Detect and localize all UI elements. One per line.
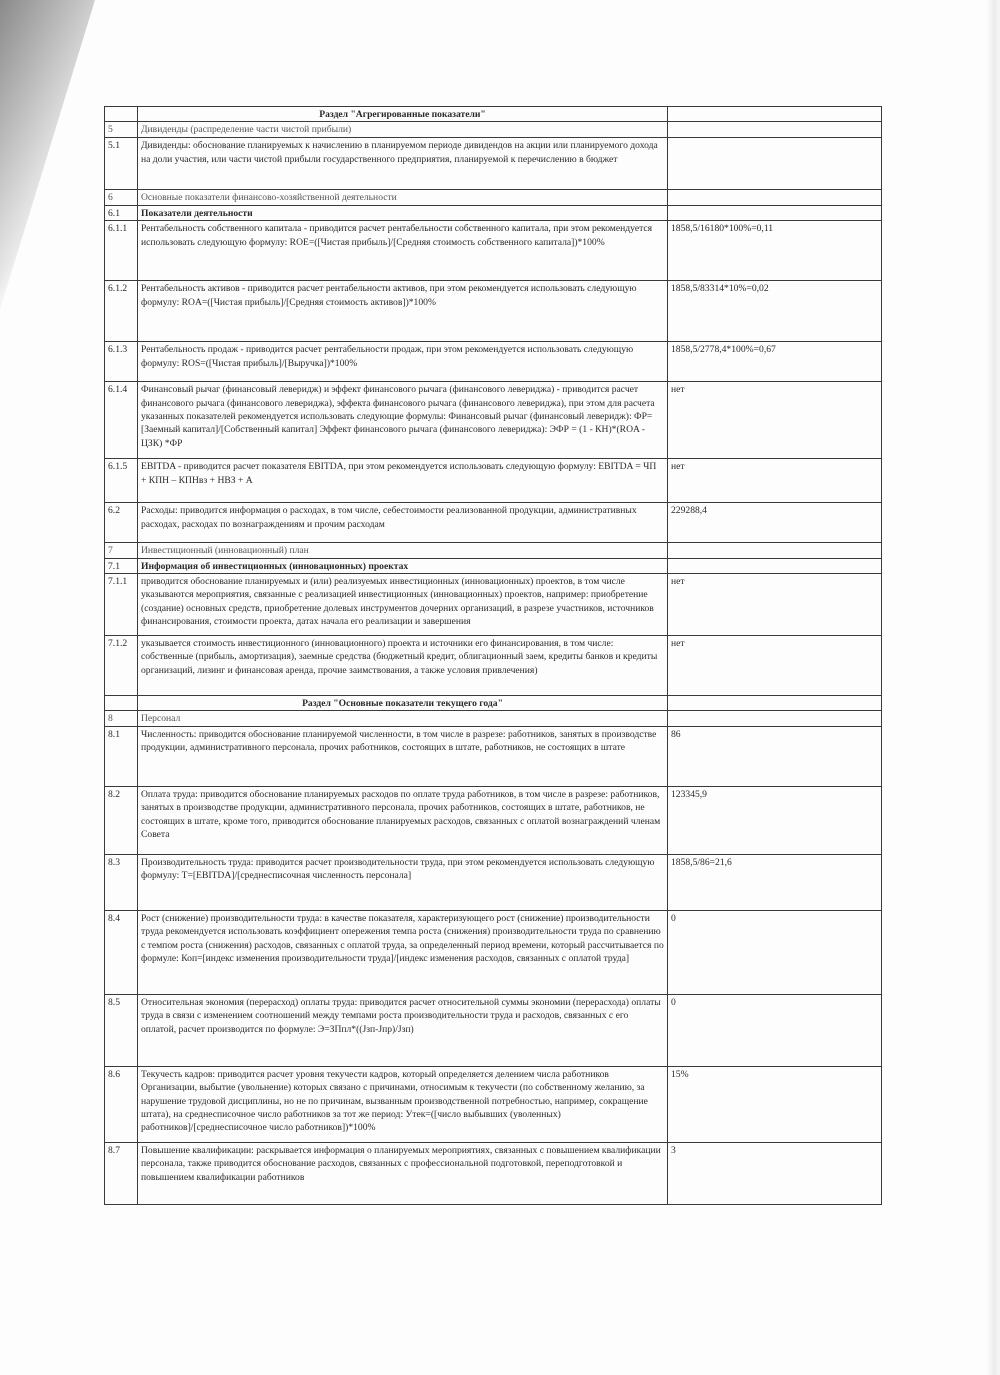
section-header-row: [105, 107, 882, 122]
row-value: нет: [668, 459, 882, 503]
table-row: [105, 459, 882, 503]
table-row: [105, 503, 882, 543]
section-value-cell: [668, 696, 882, 711]
row-value: [668, 138, 882, 190]
row-number: 6.1.1: [105, 221, 138, 281]
section-title: Раздел "Основные показатели текущего года": [138, 696, 668, 711]
row-value: 229288,4: [668, 503, 882, 543]
scan-right-edge: [986, 0, 1000, 1375]
row-description: Дивиденды: обоснование планируемых к начислению в планируемом периоде дивидендов на акции или планируемого дохода на доли участия, или части чистой прибыли государственного предприятия, планируемой к перечислению в бюджет: [138, 138, 668, 190]
row-value: нет: [668, 574, 882, 636]
row-value: нет: [668, 636, 882, 696]
table-row: [105, 854, 882, 910]
row-description: Дивиденды (распределение части чистой прибыли): [138, 122, 668, 138]
table-row: [105, 726, 882, 786]
table-row: [105, 543, 882, 558]
row-value: нет: [668, 382, 882, 459]
row-value: [668, 711, 882, 726]
row-number: 8.5: [105, 994, 138, 1066]
row-description: Рентабельность активов - приводится расчет рентабельности активов, при этом рекомендуется использовать следующую формулу: ROA=([Чистая прибыль]/[Средняя стоимость активов])*100%: [138, 281, 668, 342]
section-num-cell: [105, 107, 138, 122]
row-number: 5.1: [105, 138, 138, 190]
table-row: [105, 221, 882, 281]
row-description: Расходы: приводится информация о расходах, в том числе, себестоимости реализованной продукции, административных расходах, расходах по вознаграждениям и прочим расходам: [138, 503, 668, 543]
row-number: 8: [105, 711, 138, 726]
row-description: Финансовый рычаг (финансовый левeридж) и эффект финансового рычага (финансового левериджа) - приводится расчет финансового рычага (финансового левериджа), эффекта финансового рычага (финансового левериджа), при этом для расчета указанных показателей рекомендуется использовать следующие формулы: Финансовый рычаг (финансовый леверидж): ФР=[Заемный капитал]/[Собственный капитал] Эффект финансового рычага (финансового левериджа): ЭФР = (1 - КН)*(ROA - ЦЗК) *ФР: [138, 382, 668, 459]
row-value: 1858,5/2778,4*100%=0,67: [668, 342, 882, 382]
row-number: 7: [105, 543, 138, 558]
row-number: 6: [105, 190, 138, 205]
row-number: 6.1.2: [105, 281, 138, 342]
row-description: Персонал: [138, 711, 668, 726]
table-row: [105, 190, 882, 205]
row-description: Рост (снижение) производительности труда: в качестве показателя, характеризующего рост (снижение) производительности труда рекомендуется использовать коэффициент опережения темпа роста (снижения) производительности труда по сравнению с темпом роста (снижения) расходов, связанных с оплатой труда, за определенный период времени, который рассчитывается по формуле: Коп=[индекс изменения производительности труда]/[индекс изменения расходов, связанных с оплатой труда]: [138, 910, 668, 994]
table-row: [105, 786, 882, 854]
row-description: Рентабельность собственного капитала - приводится расчет рентабельности собственного капитала, при этом рекомендуется использовать следующую формулу: ROE=([Чистая прибыль]/[Средняя стоимость собственного капитала])*100%: [138, 221, 668, 281]
table-row: [105, 382, 882, 459]
row-description: Текучесть кадров: приводится расчет уровня текучести кадров, который определяется делением числа работников Организации, выбытие (увольнение) которых связано с причинами, относимым к текучести (по собственному желанию, за нарушение трудовой дисциплины, но не по причинам, вызванным производственной потребностью, например, сокращение штата), на среднесписочное число работников за тот же период: Утек=([число выбывших (уволенных) работников]/[среднесписочное число работников])*100%: [138, 1066, 668, 1142]
section-header-row: [105, 696, 882, 711]
row-value: 3: [668, 1142, 882, 1204]
row-number: 8.3: [105, 854, 138, 910]
row-description: Основные показатели финансово-хозяйственной деятельности: [138, 190, 668, 205]
table-row: [105, 138, 882, 190]
table-row: [105, 122, 882, 138]
table-row: [105, 205, 882, 220]
row-description: указывается стоимость инвестиционного (инновационного) проекта и источники его финансирования, в том числе: собственные (прибыль, амортизация), заемные средства (бюджетный кредит, облигационный заем, кредиты банков и кредиты организаций, лизинг и финансовая аренда, прочие заимствования, а также условия привлечения): [138, 636, 668, 696]
row-number: 6.1.5: [105, 459, 138, 503]
row-number: 7.1.2: [105, 636, 138, 696]
table-row: [105, 342, 882, 382]
row-value: 1858,5/83314*10%=0,02: [668, 281, 882, 342]
row-number: 8.1: [105, 726, 138, 786]
row-description: EBITDA - приводится расчет показателя EBITDA, при этом рекомендуется использовать следующую формулу: EBITDA = ЧП + КПН – КПНвз + НВЗ + А: [138, 459, 668, 503]
row-description: Показатели деятельности: [138, 205, 668, 220]
row-value: [668, 122, 882, 138]
row-value: 1858,5/86=21,6: [668, 854, 882, 910]
section-title: Раздел "Агрегированные показатели": [138, 107, 668, 122]
row-value: 1858,5/16180*100%=0,11: [668, 221, 882, 281]
row-number: 6.1.3: [105, 342, 138, 382]
row-value: 15%: [668, 1066, 882, 1142]
row-value: 86: [668, 726, 882, 786]
row-description: Повышение квалификации: раскрывается информация о планируемых мероприятиях, связанных с повышением квалификации персонала, также приводится обоснование расходов, связанных с профессиональной подготовкой, переподготовкой и повышением квалификации работников: [138, 1142, 668, 1204]
row-number: 6.2: [105, 503, 138, 543]
row-number: 8.7: [105, 1142, 138, 1204]
row-number: 5: [105, 122, 138, 138]
row-value: 0: [668, 994, 882, 1066]
table-row: [105, 636, 882, 696]
table-row: [105, 574, 882, 636]
table-row: [105, 1066, 882, 1142]
row-description: Численность: приводится обоснование планируемой численности, в том числе в разрезе: работников, занятых в производстве продукции, административного персонала, прочих работников, состоящих в штате, работников, не состоящих в штате: [138, 726, 668, 786]
row-description: Производительность труда: приводится расчет производительности труда, при этом рекомендуется использовать следующую формулу: T=[EBITDA]/[среднесписочная численность персонала]: [138, 854, 668, 910]
row-value: 0: [668, 910, 882, 994]
scan-page-fold-shadow: [0, 0, 95, 310]
row-value: 123345,9: [668, 786, 882, 854]
indicators-table: [104, 106, 882, 1205]
table-row: [105, 711, 882, 726]
row-value: [668, 190, 882, 205]
row-value: [668, 205, 882, 220]
row-value: [668, 543, 882, 558]
table-row: [105, 281, 882, 342]
table-row: [105, 1142, 882, 1204]
row-number: 8.6: [105, 1066, 138, 1142]
row-description: приводится обоснование планируемых и (или) реализуемых инвестиционных (инновационных) проектов, в том числе указываются мероприятия, связанные с реализацией инвестиционных (инновационных) проектов, например: приобретение (создание) основных средств, приобретение долевых инструментов дочерних организаций, в разрезе участников, источников финансирования, стоимости проекта, датах начала его реализации и завершения: [138, 574, 668, 636]
row-number: 7.1: [105, 558, 138, 573]
section-value-cell: [668, 107, 882, 122]
row-number: 7.1.1: [105, 574, 138, 636]
table-row: [105, 910, 882, 994]
row-description: Инвестиционный (инновационный) план: [138, 543, 668, 558]
row-number: 8.2: [105, 786, 138, 854]
row-description: Оплата труда: приводится обоснование планируемых расходов по оплате труда работников, в том числе в разрезе: работников, занятых в производстве продукции, административного персонала, прочих работников, состоящих в штате, работников, не состоящих в штате, кроме того, приводится обоснование планируемых расходов, связанных с оплатой вознаграждений членам Совета: [138, 786, 668, 854]
table-row: [105, 994, 882, 1066]
row-description: Информация об инвестиционных (инновационных) проектах: [138, 558, 668, 573]
row-description: Относительная экономия (перерасход) оплаты труда: приводится расчет относительной суммы экономии (перерасхода) оплаты труда в связи с изменением соотношений между темпами роста производительности труда и расходов, связанных с его оплатой, расчет производится по формуле: Э=ЗПпл*((Jзп-Jпр)/Jзп): [138, 994, 668, 1066]
row-value: [668, 558, 882, 573]
row-number: 6.1: [105, 205, 138, 220]
section-num-cell: [105, 696, 138, 711]
row-description: Рентабельность продаж - приводится расчет рентабельности продаж, при этом рекомендуется использовать следующую формулу: ROS=([Чистая прибыль]/[Выручка])*100%: [138, 342, 668, 382]
table-row: [105, 558, 882, 573]
row-number: 8.4: [105, 910, 138, 994]
row-number: 6.1.4: [105, 382, 138, 459]
